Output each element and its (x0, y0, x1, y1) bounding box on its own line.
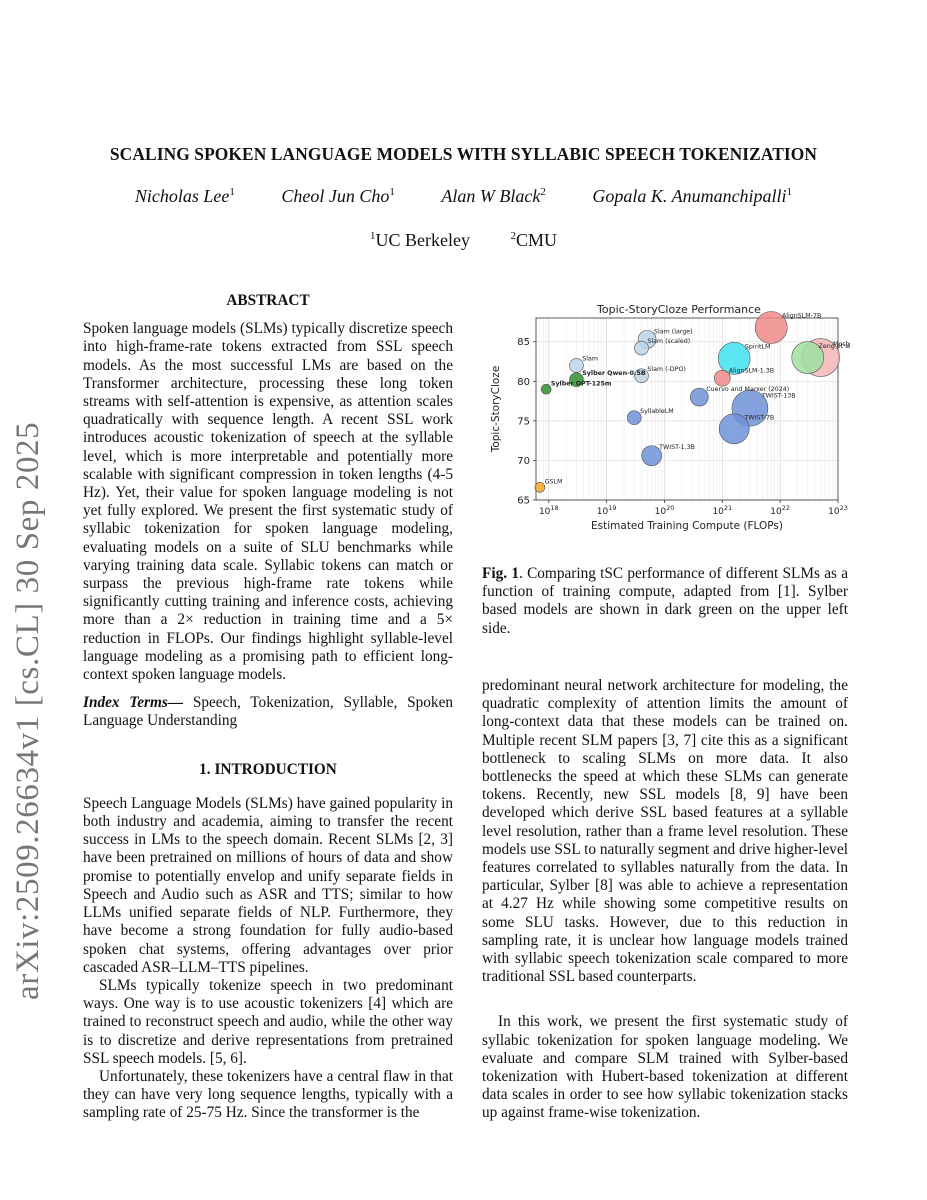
figure-caption (482, 565, 848, 638)
figure-1 (486, 298, 850, 535)
x-tick-label: $10^{22}$ (770, 504, 791, 517)
author-affiliation-mark: 2 (540, 186, 546, 198)
data-point-label: AlignSLM-1.3B (728, 367, 775, 375)
data-point-label: SyllableLM (640, 407, 674, 415)
left-column (83, 292, 453, 1123)
data-point-label: Moshi (833, 341, 850, 349)
y-tick-label: 85 (517, 337, 530, 349)
affiliation-name: CMU (515, 230, 557, 250)
index-terms (83, 694, 453, 730)
data-point-label: Sylber OPT-125m (550, 380, 612, 388)
intro-paragraph: Speech Language Models (SLMs) have gained popularity in both industry and academia, aiming to transfer the recent success in LMs to the speech domain. Recent SLMs [2, 3] have been pretrained on millions of hours of data and show promise to potentially envelop and unify separate fields in Speech and Audio such as ASR and TTS; similar to how LLMs unified separate fields of NLP. Furthermore, they have become a strong foundation for fully audio-based spoken chat systems, offering advantages over prior cascaded ASR–LLM–TTS pipelines. (83, 794, 453, 976)
author-name: Alan W Black (441, 186, 541, 206)
y-tick-label: 75 (517, 416, 530, 428)
y-tick-label: 80 (517, 376, 530, 388)
author (592, 186, 792, 206)
data-point-label: Slam (scaled) (647, 338, 691, 346)
data-point (541, 384, 551, 394)
author-name: Cheol Jun Cho (281, 186, 390, 206)
author-name: Nicholas Lee (134, 186, 230, 206)
data-point-label: TWIST-13B (761, 392, 796, 400)
chart-grid (536, 318, 838, 500)
affiliation-list (60, 230, 867, 251)
y-tick-label: 70 (517, 455, 530, 467)
author-affiliation-mark: 1 (786, 186, 793, 198)
affiliation-name: UC Berkeley (375, 230, 470, 250)
author-affiliation-mark: 1 (389, 186, 395, 198)
plot-frame (536, 318, 838, 500)
abstract-text: Spoken language models (SLMs) typically discretize speech into high-frame-rate tokens extracted from SSL speech models. As the most successful LMs are based on the Transformer architecture, processing these long token streams with self-attention is expensive, as attention scales quadratically with sequence length. A recent SSL work introduces acoustic tokenization of speech at the syllable level, which is more interpretable and potentially more scalable with significant compression in token lengths (4-5 Hz). Yet, their value for spoken language modeling is not yet fully explored. We present the first systematic study of syllabic tokenization for spoken language modeling, evaluating models on a suite of SLU benchmarks while varying training data scale. Syllabic tokens can match or surpass the previous high-frame rate tokens while significantly cutting training and inference costs, achieving more than a 2× reduction in training time and a 5× reduction in FLOPs. Our findings highlight syllable-level language modeling as a promising path to efficient long-context spoken language models. (83, 320, 453, 684)
affiliation-mark: 2 (510, 230, 516, 242)
intro-paragraph: predominant neural network architecture for modeling, the quadratic complexity of attention limits the amount of long-context data that these models can be trained on. Multiple recent SLM papers [3, 7] cite this as a significant bottleneck to scaling SLMs on more data. It also bottlenecks the speed at which these SLMs can generate tokens. Recently, new SSL models [8, 9] have been developed which derive SSL based features at a syllable level resolution, rather than a frame level resolution. These models use SSL to naturally segment and drive higher-level features correlated to syllables naturally from the data. In particular, Sylber [8] was able to achieve a representation at 4.27 Hz while showing some competitive results on some SLU tasks. However, due to this reduction in sampling rate, it is unclear how language models trained with syllabic speech tokenization scale compared to more traditional SSL based counterparts. (482, 677, 848, 986)
x-tick-label: $10^{21}$ (712, 504, 733, 517)
data-point-label: Sylber Qwen-0.5B (582, 369, 646, 377)
data-point-label: Slam (large) (654, 328, 693, 336)
intro-paragraph: Unfortunately, these tokenizers have a central flaw in that they can have very long sequence lengths, typically with a sampling rate of 25-75 Hz. Since the transformer is the (83, 1067, 453, 1122)
figure-caption-text: . Comparing tSC performance of different SLMs as a function of training compute, adapted from [1]. Sylber based models are shown in dark green on the upper left side. (482, 565, 848, 637)
affiliation (370, 230, 470, 250)
index-terms-list: Speech, Tokenization, Syllable, Spoken Language Understanding (83, 694, 454, 730)
data-point-label: AlignSLM-7B (782, 312, 822, 320)
author (441, 186, 545, 206)
paper-title: SCALING SPOKEN LANGUAGE MODELS WITH SYLLABIC SPEECH TOKENIZATION (109, 144, 818, 164)
affiliation-mark: 1 (370, 230, 376, 242)
data-point-label: Cuervo and Marxer (2024) (706, 386, 790, 394)
intro-paragraph: SLMs typically tokenize speech in two predominant ways. One way is to use acoustic tokenizers [4] which are trained to reconstruct speech and audio, while the other way is to discretize and derive representations from pretrained SSL speech models. [5, 6]. (83, 976, 453, 1067)
x-axis-ticks (539, 500, 848, 517)
x-tick-label: $10^{20}$ (654, 504, 675, 517)
arxiv-identifier: arXiv:2509.26634v1 [cs.CL] 30 Sep 2025 (10, 421, 46, 1000)
author (135, 186, 235, 206)
data-point-label: SpiritLM (744, 343, 771, 351)
figure-label: Fig. 1 (482, 565, 519, 582)
y-tick-label: 65 (517, 495, 530, 507)
author-list (60, 186, 867, 207)
author-affiliation-mark: 1 (229, 186, 235, 198)
data-point-label: GSLM (544, 478, 563, 486)
x-tick-label: $10^{23}$ (828, 504, 848, 517)
data-point-label: TWIST-1.3B (659, 444, 695, 452)
abstract-heading: ABSTRACT (226, 292, 310, 309)
intro-paragraph: In this work, we present the first systematic study of syllabic tokenization for spoken language modeling. We evaluate and compare SLM trained with Sylber-based tokenization with Hubert-based tokenization at different data scales in order to see how syllabic tokenization stacks up against frame-wise tokenization. (482, 1013, 848, 1122)
y-axis-ticks (517, 337, 536, 506)
x-axis-label: Estimated Training Compute (FLOPs) (591, 520, 783, 532)
x-tick-label: $10^{19}$ (596, 504, 617, 517)
data-point (535, 482, 545, 492)
chart-title: Topic-StoryCloze Performance (597, 303, 761, 316)
affiliation (510, 230, 557, 250)
data-point-label: TWIST-7B (744, 414, 775, 422)
x-tick-label: $10^{18}$ (538, 504, 559, 517)
data-point-label: Slam (582, 355, 599, 363)
scatter-chart (486, 298, 850, 535)
author (281, 186, 395, 206)
data-point-label: Zeng et a (818, 342, 849, 350)
y-axis-label: Topic-StoryCloze (490, 365, 502, 453)
index-terms-label: Index Terms— (83, 694, 184, 712)
author-name: Gopala K. Anumanchipalli (592, 186, 787, 206)
introduction-heading: 1. INTRODUCTION (199, 760, 337, 778)
right-column (482, 677, 848, 1123)
data-point-label: Slam (-DPO) (647, 365, 686, 373)
